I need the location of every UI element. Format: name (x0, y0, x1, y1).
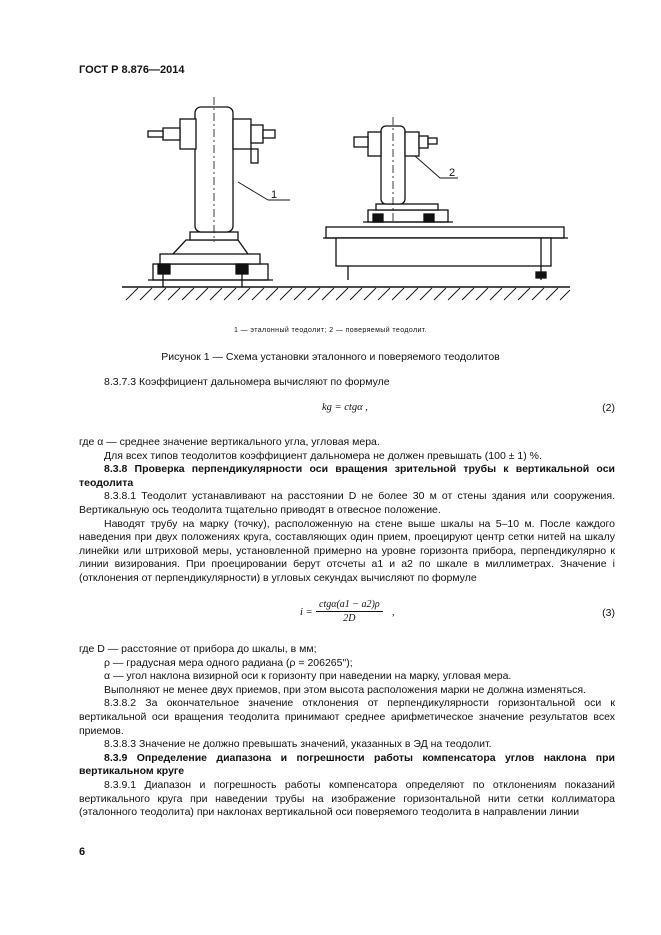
figure-legend: 1 — эталонный теодолит; 2 — поверяемый теодолит. (234, 327, 427, 334)
paragraph-8-3-9-1: 8.3.9.1 Диапазон и погрешность работы компенсатора определяют по отклонениям показаний вертикального круга при наведении трубы на изображение горизонтальной нити сетки коллиматора (эталонного теодолита) при наклонах вертикальной оси поверяемого теодолита в направлении линии (79, 778, 615, 819)
formula-3-numerator: ctgα(a1 − a2)ρ (316, 599, 383, 612)
formula-3-number: (3) (602, 607, 615, 619)
formula-2-expression: kg = ctgα , (322, 402, 368, 413)
formula-3-denominator: 2D (343, 613, 356, 624)
document-header: ГОСТ Р 8.876—2014 (79, 64, 185, 76)
where-alpha-1: где α — среднее значение вертикального угла, угловая мера. (79, 436, 380, 448)
formula-2 (79, 402, 615, 418)
paragraph-coefficient-note: Для всех типов теодолитов коэффициент дальномера не должен превышать (100 ± 1) %. (104, 449, 542, 462)
formula-3-lhs: i = (300, 607, 313, 618)
paragraph-repetitions: Выполняют не менее двух приемов, при этом высота расположения марки не должна изменяться. (104, 683, 587, 696)
paragraph-8-3-8-2: 8.3.8.2 За окончательное значение отклонения от перпендикулярности горизонтальной оси к вертикальной оси вращения теодолита принимают среднее арифметическое значение результатов всех приемов. (79, 697, 615, 737)
theodolite-setup-figure (118, 92, 573, 307)
where-alpha-2: α — угол наклона визирной оси к горизонту при наведении на марку, угловая мера. (104, 670, 512, 683)
paragraph-8-3-7-3: 8.3.7.3 Коэффициент дальномера вычисляют по формуле (104, 376, 390, 388)
figure-label-1: 1 (271, 189, 278, 201)
figure-label-2: 2 (449, 167, 456, 179)
formula-3-tail: , (392, 607, 395, 618)
page-number: 6 (79, 846, 86, 858)
paragraph-8-3-8-1: 8.3.8.1 Теодолит устанавливают на расстоянии D не более 30 м от стены здания или сооружения. Вертикальную ось теодолита тщательно приводят в отвесное положение. (79, 490, 615, 516)
heading-8-3-9: 8.3.9 Определение диапазона и погрешности работы компенсатора углов наклона при вертикальном круге (79, 751, 615, 778)
where-rho: ρ — градусная мера одного радиана (ρ = 206265"); (104, 656, 353, 669)
figure-caption: Рисунок 1 — Схема установки эталонного и поверяемого теодолитов (161, 351, 500, 363)
paragraph-8-3-8-3: 8.3.8.3 Значение не должно превышать значений, указанных в ЭД на теодолит. (104, 738, 492, 751)
formula-2-number: (2) (602, 402, 615, 414)
reference-theodolite (148, 97, 290, 287)
where-D: где D — расстояние от прибора до шкалы, в мм; (79, 643, 317, 655)
tested-theodolite (323, 117, 568, 280)
formula-3 (79, 599, 615, 629)
paragraph-aiming: Наводят трубу на марку (точку), расположенную на стене выше шкалы на 5–10 м. После каждого наведения при двух положениях круга, составляющих один прием, проецируют центр сетки нитей на шкалу линейки или штриховой меры, установленной примерно на уровне горизонта прибора, перпендикулярно к линии визирования. При проецировании берут отсчеты a1 и a2 по шкале в миллиметрах. Значение i (отклонения от перпендикулярности) в угловых секундах вычисляют по формуле (79, 517, 615, 584)
heading-8-3-8: 8.3.8 Проверка перпендикулярности оси вращения зрительной трубы к вертикальной оси теодолита (79, 463, 615, 489)
